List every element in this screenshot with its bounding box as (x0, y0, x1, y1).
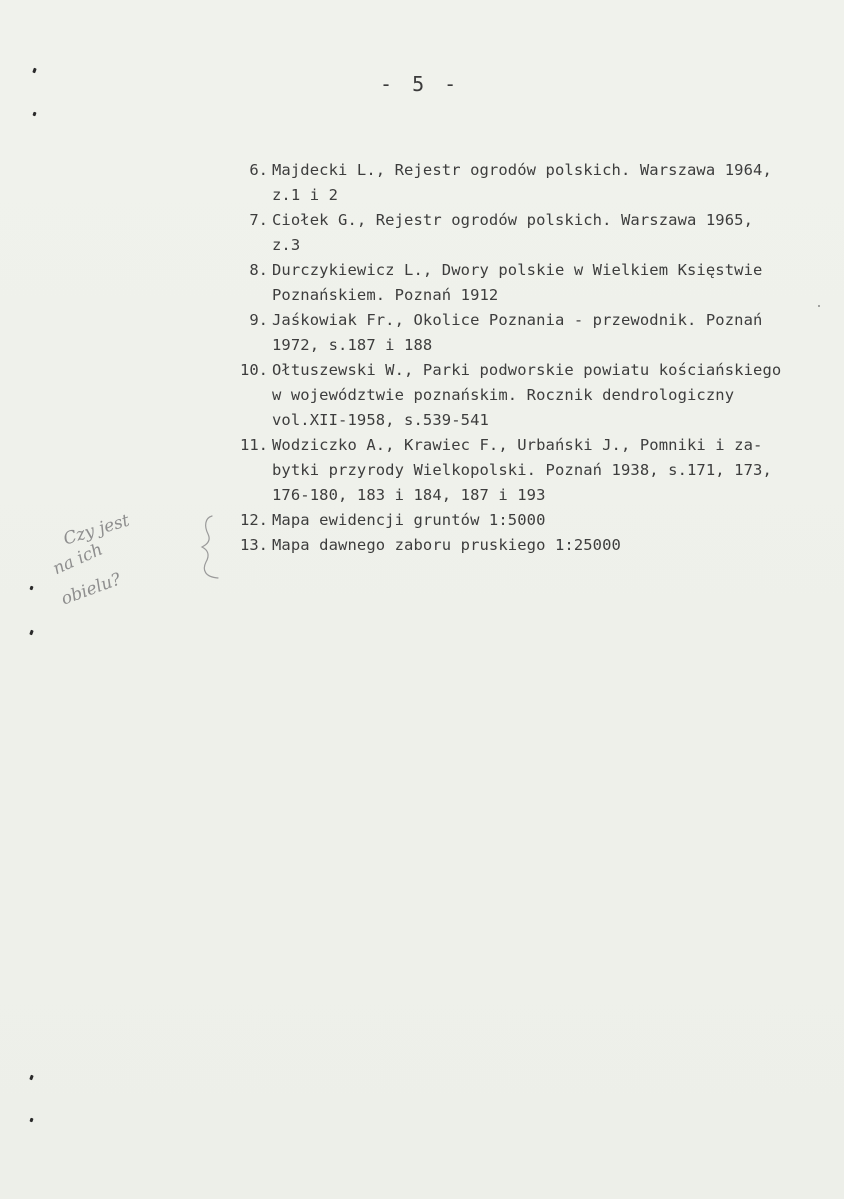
reference-text: Wodziczko A., Krawiec F., Urbański J., Pomniki i za- bytki przyrody Wielkopolski. Poznań 1938, s.171, 173, 176-180, 183 i 184, 187 i 193 (272, 436, 772, 504)
reference-item (238, 308, 838, 358)
reference-number: 6. (249, 161, 268, 179)
handwritten-margin-note (49, 510, 200, 630)
reference-number: 9. (249, 311, 268, 329)
reference-item (238, 258, 838, 308)
reference-number: 13. (240, 536, 268, 554)
margin-mark (29, 1118, 33, 1123)
reference-item (238, 433, 838, 508)
reference-number: 8. (249, 261, 268, 279)
reference-text: Ciołek G., Rejestr ogrodów polskich. Warszawa 1965, z.3 (272, 211, 754, 254)
reference-item (238, 508, 838, 533)
reference-list (238, 158, 838, 558)
reference-item (238, 533, 838, 558)
reference-item (238, 208, 838, 258)
margin-mark (32, 68, 37, 74)
reference-item (238, 358, 838, 433)
reference-number: 12. (240, 511, 268, 529)
reference-number: 7. (249, 211, 268, 229)
handwritten-note-line: Czy jest (61, 510, 132, 550)
margin-mark (32, 112, 36, 117)
handwritten-note-line: na ich (49, 539, 106, 580)
margin-mark (29, 630, 34, 636)
reference-item (238, 158, 838, 208)
margin-mark (29, 586, 33, 591)
reference-text: Ołtuszewski W., Parki podworskie powiatu kościańskiego w województwie poznańskim. Rocznik dendrologiczny vol.XII-1958, s.539-541 (272, 361, 782, 429)
pencil-brace (196, 514, 224, 580)
page-number: - 5 - (380, 72, 461, 96)
reference-text: Jaśkowiak Fr., Okolice Poznania - przewodnik. Poznań 1972, s.187 i 188 (272, 311, 763, 354)
reference-text: Mapa ewidencji gruntów 1:5000 (272, 511, 546, 529)
reference-number: 11. (240, 436, 268, 454)
reference-number: 10. (240, 361, 268, 379)
reference-text: Majdecki L., Rejestr ogrodów polskich. Warszawa 1964, z.1 i 2 (272, 161, 772, 204)
margin-mark (29, 1075, 34, 1081)
handwritten-note-line: obielu? (58, 569, 124, 610)
reference-text: Durczykiewicz L., Dwory polskie w Wielkiem Księstwie Poznańskiem. Poznań 1912 (272, 261, 763, 304)
reference-text: Mapa dawnego zaboru pruskiego 1:25000 (272, 536, 621, 554)
